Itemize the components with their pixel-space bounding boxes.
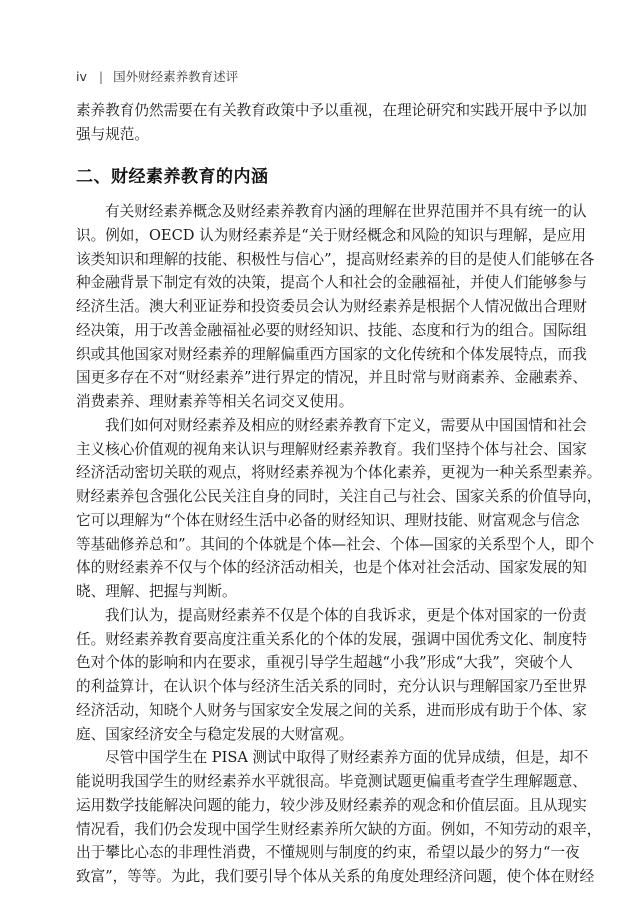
paragraph-1-line: 有关财经素养概念及财经素养教育内涵的理解在世界范围并不具有统一的认	[105, 203, 587, 220]
paragraph-1-line: 经决策，用于改善金融福祉必要的财经知识、技能、态度和行为的组合。国际组	[76, 321, 587, 339]
paragraph-4-line: 致富”，等等。为此，我们要引导个体从关系的角度处理经济问题，使个体在财经	[76, 868, 595, 885]
paragraph-1-line: 经济生活。澳大利亚证券和投资委员会认为财经素养是根据个人情况做出合理财	[76, 298, 587, 315]
page-number: iv	[76, 69, 87, 84]
paragraph-4-line: 尽管中国学生在 PISA 测试中取得了财经素养方面的优异成绩，但是，却不	[105, 749, 589, 767]
running-head	[76, 67, 238, 85]
paragraph-2-line: 财经素养包含强化公民关注自身的同时，关注自己与社会、国家关系的价值导向，	[76, 488, 602, 505]
paragraph-2-line: 等基础修养总和”。其间的个体就是个体—社会、个体—国家的关系型个人，即个	[76, 535, 595, 553]
paragraph-4-line: 能说明我国学生的财经素养水平就很高。毕竟测试题更偏重考查学生理解题意、	[76, 773, 587, 790]
paragraph-1-line: 消费素养、理财素养等相关名词交叉使用。	[76, 393, 354, 410]
paragraph-1-line: 种金融背景下制定有效的决策，提高个人和社会的金融福祉，并使人们能够参与	[76, 274, 587, 292]
paragraph-2-line: 体的财经素养不仅与个体的经济活动相关，也是个体对社会活动、国家发展的知	[76, 559, 587, 577]
paragraph-2-line: 我们如何对财经素养及相应的财经素养教育下定义，需要从中国国情和社会	[105, 416, 587, 434]
paragraph-2-line: 经济活动密切关联的观点，将财经素养视为个体化素养，更视为一种关系型素养。	[76, 464, 602, 482]
paragraph-2-line: 它可以理解为“个体在财经生活中必备的财经知识、理财技能、财富观念与信念	[76, 511, 580, 529]
paragraph-3-line: 任。财经素养教育要高度注重关系化的个体的发展，强调中国优秀文化、制度特	[76, 630, 587, 648]
paragraph-4-line: 运用数学技能解决问题的能力，较少涉及财经素养的观念和价值层面。且从现实	[76, 796, 587, 814]
paragraph-3-line: 色对个体的影响和内在要求，重视引导学生超越“小我”形成“大我”，突破个人	[76, 654, 573, 672]
header-separator: |	[98, 69, 104, 84]
book-title: 国外财经素养教育述评	[113, 69, 239, 84]
paragraph-1-line: 织或其他国家对财经素养的理解偏重西方国家的文化传统和个体发展特点，而我	[76, 345, 587, 363]
paragraph-1-line: 国更多存在不对“财经素养”进行界定的情况，并且时常与财商素养、金融素养、	[76, 369, 588, 387]
paragraph-3-line: 经济活动，知晓个人财务与国家安全发展之间的关系，进而形成有助于个体、家	[76, 701, 587, 719]
paragraph-4-line: 出于攀比心态的非理性消费，不懂规则与制度的约束，希望以最少的努力“一夜	[76, 844, 580, 862]
section-heading: 二、财经素养教育的内涵	[76, 167, 269, 187]
paragraph-1-line: 该类知识和理解的技能、积极性与信心”，提高财经素养的目的是使人们能够在各	[76, 250, 595, 268]
paragraph-3-line: 庭、国家经济安全与稳定发展的大财富观。	[76, 725, 354, 743]
intro-line: 素养教育仍然需要在有关教育政策中予以重视，在理论研究和实践开展中予以加	[76, 102, 587, 119]
paragraph-4-line: 情况看，我们仍会发现中国学生财经素养所欠缺的方面。例如，不知劳动的艰辛，	[76, 820, 602, 838]
paragraph-1-line: 识。例如，OECD 认为财经素养是“关于财经概念和风险的知识与理解，是应用	[76, 226, 586, 244]
paragraph-3-line: 的利益算计，在认识个体与经济生活关系的同时，充分认识与理解国家乃至世界	[76, 678, 587, 695]
paragraph-3-line: 我们认为，提高财经素养不仅是个体的自我诉求，更是个体对国家的一份责	[105, 606, 587, 624]
paragraph-2-line: 主义核心价值观的视角来认识与理解财经素养教育。我们坚持个体与社会、国家	[76, 440, 587, 458]
paragraph-2-line: 晓、理解、把握与判断。	[76, 583, 237, 600]
intro-line: 强与规范。	[76, 126, 149, 143]
